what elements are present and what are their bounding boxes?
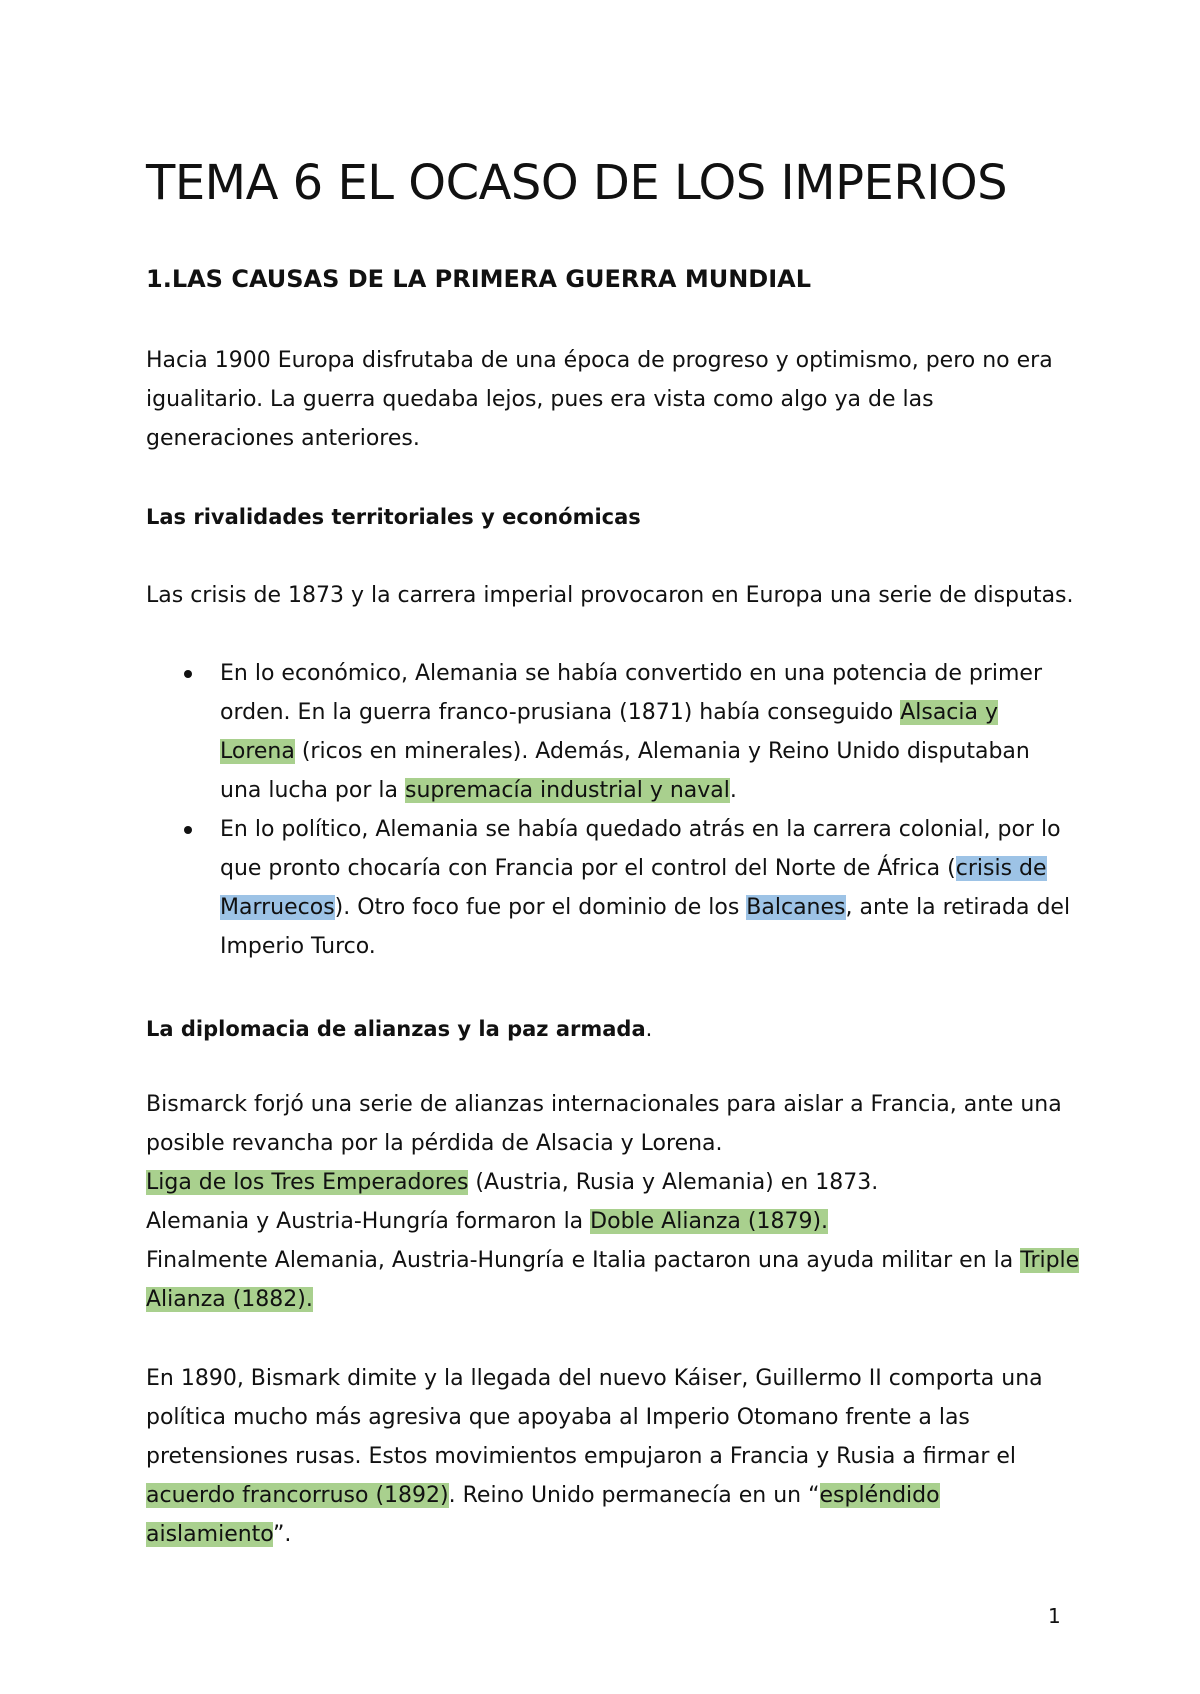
- highlight-francorruso: acuerdo francorruso (1892): [146, 1483, 449, 1508]
- bullet-1-text-b: (ricos en minerales). Además, Alemania y Reino Unido disputaban una lucha por la: [220, 739, 1030, 803]
- final-text-b: . Reino Unido permanecía en un “: [448, 1483, 820, 1508]
- alliances-paragraph: [146, 1085, 1086, 1319]
- highlight-aislamiento: espléndido aislamiento: [146, 1483, 940, 1547]
- section-heading: 1.LAS CAUSAS DE LA PRIMERA GUERRA MUNDIAL: [146, 265, 811, 293]
- highlight-doble-alianza: Doble Alianza (1879).: [590, 1209, 829, 1234]
- bullet-1-text-a: En lo económico, Alemania se había convertido en una potencia de primer orden. En la guerra franco-prusiana (1871) había conseguido: [220, 661, 1043, 725]
- rivalries-intro: Las crisis de 1873 y la carrera imperial provocaron en Europa una serie de disputas.: [146, 583, 1074, 608]
- bismarck-text: Bismarck forjó una serie de alianzas internacionales para aislar a Francia, ante una posible revancha por la pérdida de Alsacia y Lorena.: [146, 1092, 1062, 1156]
- liga-line: [146, 1163, 1086, 1202]
- triple-prefix: Finalmente Alemania, Austria-Hungría e Italia pactaron una ayuda militar en la: [146, 1248, 1021, 1273]
- bullet-dot-icon: [184, 670, 192, 678]
- bullet-2-text-b: ). Otro foco fue por el dominio de los: [334, 895, 747, 920]
- highlight-liga: Liga de los Tres Emperadores: [146, 1170, 469, 1195]
- bullet-1-text-c: .: [729, 778, 737, 803]
- highlight-alsacia-lorena: Alsacia y Lorena: [220, 700, 999, 764]
- liga-rest: (Austria, Rusia y Alemania) en 1873.: [468, 1170, 879, 1195]
- subheading-diplomacy-text: La diplomacia de alianzas y la paz armada: [146, 1017, 646, 1041]
- bullet-political: [146, 810, 1076, 966]
- subheading-diplomacy-suffix: .: [645, 1017, 653, 1041]
- page-number: 1: [1048, 1604, 1061, 1628]
- bullet-dot-icon: [184, 826, 192, 834]
- highlight-supremacia: supremacía industrial y naval: [404, 778, 730, 803]
- subheading-rivalries: Las rivalidades territoriales y económicas: [146, 505, 641, 529]
- subheading-diplomacy: [146, 1012, 1086, 1046]
- highlight-triple-alianza: Triple Alianza (1882).: [146, 1248, 1080, 1312]
- bullet-economic: [146, 654, 1076, 810]
- intro-paragraph: Hacia 1900 Europa disfrutaba de una época de progreso y optimismo, pero no era igualitario. La guerra quedaba lejos, pues era vista como algo ya de las generaciones anteriores.: [146, 348, 1053, 451]
- doble-line: [146, 1202, 1086, 1241]
- triple-line: [146, 1241, 1086, 1319]
- rivalries-bullet-list: [146, 654, 1076, 966]
- document-title: TEMA 6 EL OCASO DE LOS IMPERIOS: [146, 155, 1008, 211]
- bullet-2-text-a: En lo político, Alemania se había quedado atrás en la carrera colonial, por lo que pronto chocaría con Francia por el control del Norte de África (: [220, 817, 1061, 881]
- final-text-a: En 1890, Bismark dimite y la llegada del nuevo Káiser, Guillermo II comporta una política mucho más agresiva que apoyaba al Imperio Otomano frente a las pretensiones rusas. Estos movimientos empujaron a Francia y Rusia a firmar el: [146, 1366, 1043, 1469]
- final-paragraph: [146, 1359, 1086, 1554]
- highlight-marruecos: crisis de Marruecos: [220, 856, 1047, 920]
- highlight-balcanes: Balcanes: [746, 895, 846, 920]
- doble-prefix: Alemania y Austria-Hungría formaron la: [146, 1209, 591, 1234]
- bullet-2-text-c: , ante la retirada del Imperio Turco.: [220, 895, 1071, 959]
- final-text-c: ”.: [272, 1522, 292, 1547]
